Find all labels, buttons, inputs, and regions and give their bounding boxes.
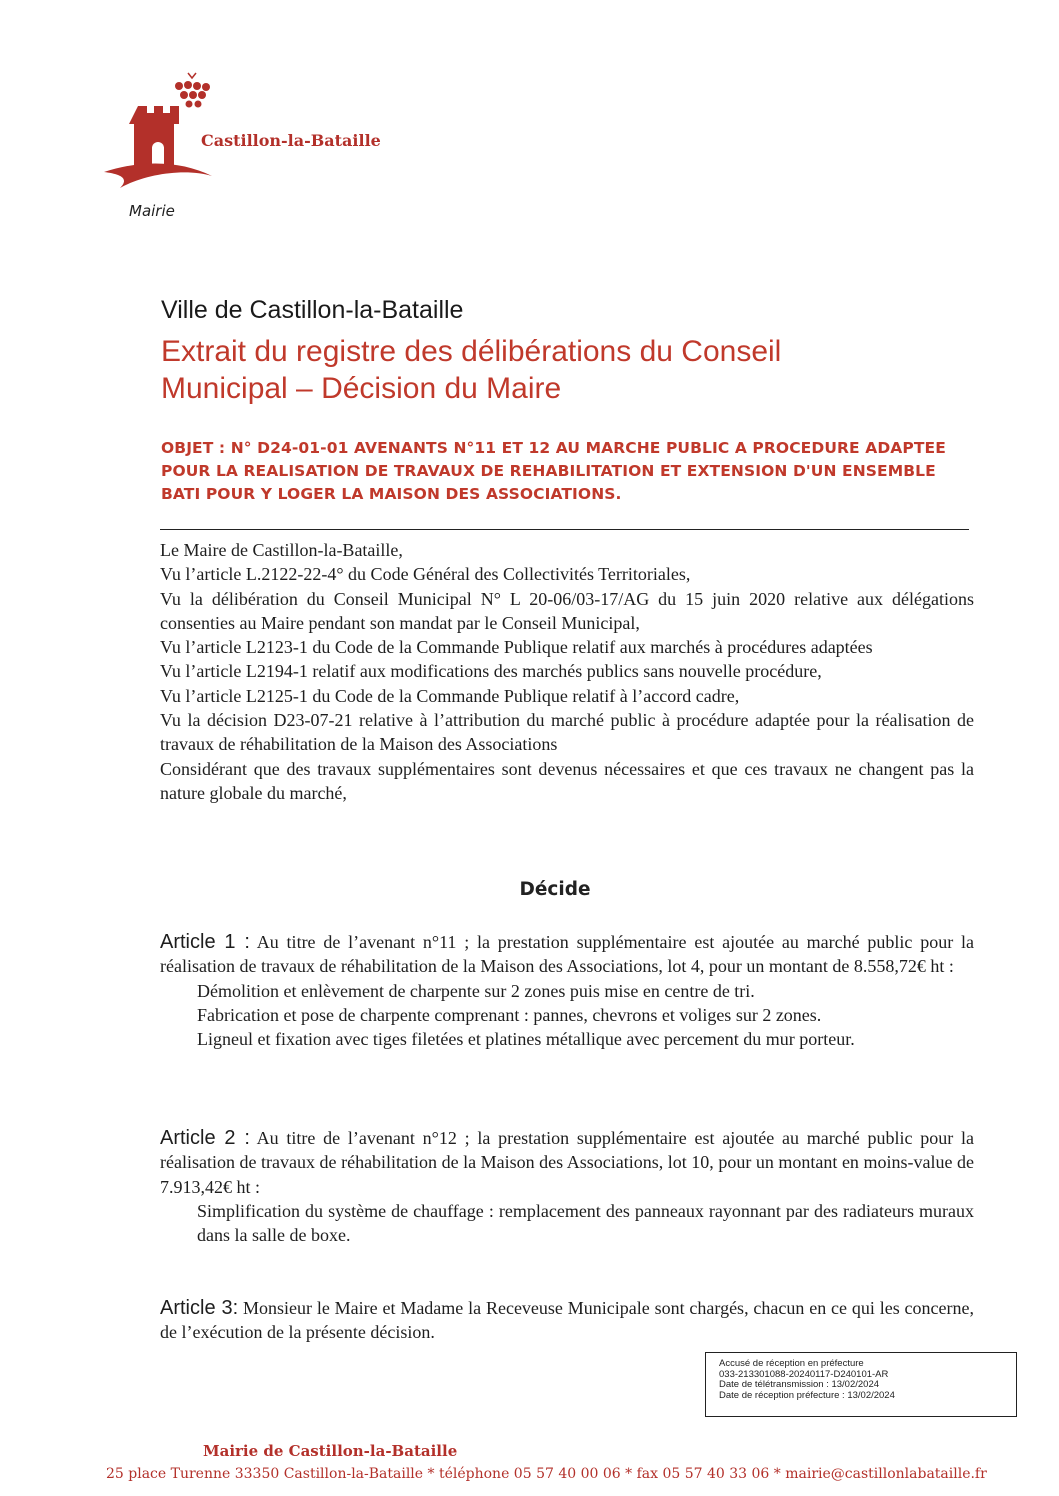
article-label: Article 1 :	[160, 931, 250, 953]
article-item: Simplification du système de chauffage : remplacement des panneaux rayonnant par des radiateurs muraux dans la salle de boxe.	[197, 1200, 974, 1246]
castle-tower-icon	[129, 106, 179, 166]
visa-line: Vu la délibération du Conseil Municipal N° L 20-06/03-17/AG du 15 juin 2020 relative aux délégations consenties au Maire pendant son mandat par le Conseil Municipal,	[160, 588, 974, 633]
article-text: Au titre de l’avenant n°12 ; la prestation supplémentaire est ajoutée au marché public pour la réalisation de travaux de réhabilitation de la Maison des Associations, lot 10, pour un montant en moins-value de 7.913,42€ ht :	[160, 1128, 974, 1197]
visa-line: Vu la décision D23-07-21 relative à l’attribution du marché public à procédure adaptée pour la réalisation de travaux de réhabilitation de la Maison des Associations	[160, 710, 974, 755]
article-2	[160, 1126, 974, 1247]
divider	[160, 529, 969, 530]
article-1	[160, 930, 974, 1051]
swoosh-icon	[104, 163, 212, 188]
footer-title: Mairie de Castillon-la-Bataille	[203, 1442, 458, 1460]
document-title	[161, 333, 941, 407]
stamp-line: Accusé de réception en préfecture	[719, 1358, 864, 1369]
prefecture-receipt-stamp	[705, 1352, 1017, 1417]
visa-line: Le Maire de Castillon-la-Bataille,	[160, 540, 403, 560]
visa-line: Vu l’article L2125-1 du Code de la Commande Publique relatif à l’accord cadre,	[160, 685, 740, 706]
decide-heading: Décide	[519, 879, 591, 900]
city-heading: Ville de Castillon-la-Bataille	[161, 296, 464, 324]
article-3	[160, 1296, 974, 1345]
article-label: Article 3:	[160, 1297, 239, 1319]
article-item: Démolition et enlèvement de charpente sur 2 zones puis mise en centre de tri.	[197, 980, 755, 1001]
article-item: Ligneul et fixation avec tiges filetées et platines métallique avec percement du mur porteur.	[197, 1029, 855, 1050]
visa-line: Vu l’article L.2122-22-4° du Code Général des Collectivités Territoriales,	[160, 564, 691, 585]
stamp-line: 033-213301088-20240117-D240101-AR	[719, 1368, 889, 1380]
article-text: Monsieur le Maire et Madame la Receveuse Municipale sont chargés, chacun en ce qui les concerne, de l’exécution de la présente décision.	[160, 1298, 974, 1343]
article-text: Au titre de l’avenant n°11 ; la prestation supplémentaire est ajoutée au marché public pour la réalisation de travaux de réhabilitation de la Maison des Associations, lot 4, pour un montant de 8.558,72€ ht :	[160, 932, 974, 977]
logo-town-name: Castillon-la-Bataille	[201, 131, 381, 150]
object-statement: OBJET : N° D24-01-01 AVENANTS N°11 ET 12 AU MARCHE PUBLIC A PROCEDURE ADAPTEE POUR LA REALISATION DE TRAVAUX DE REHABILITATION ET EXTENSION D'UN ENSEMBLE BATI POUR Y LOGER LA MAISON DES ASSOCIATIONS.	[161, 439, 946, 503]
visas-block	[160, 538, 974, 805]
article-item: Fabrication et pose de charpente comprenant : pannes, chevrons et voliges sur 2 zones.	[197, 1004, 822, 1025]
stamp-line: Date de réception préfecture : 13/02/2024	[719, 1390, 895, 1402]
footer-address: 25 place Turenne 33350 Castillon-la-Bataille * téléphone 05 57 40 00 06 * fax 05 57 40 33 06 * mairie@castillonlabataille.fr	[106, 1466, 987, 1482]
logo-subtitle: Mairie	[129, 202, 175, 220]
visa-line: Vu l’article L2123-1 du Code de la Commande Publique relatif aux marchés à procédures adaptées	[160, 637, 873, 658]
stamp-line: Date de télétransmission : 13/02/2024	[719, 1379, 880, 1391]
visa-line: Vu l’article L2194-1 relatif aux modifications des marchés publics sans nouvelle procédure,	[160, 661, 822, 682]
article-label: Article 2 :	[160, 1127, 250, 1149]
document-title-line-2: Municipal – Décision du Maire	[161, 372, 562, 405]
grape-cluster-icon	[175, 73, 210, 108]
document-title-line-1: Extrait du registre des délibérations du Conseil	[161, 335, 782, 368]
visa-line: Considérant que des travaux supplémentaires sont devenus nécessaires et que ces travaux ne changent pas la nature globale du marché,	[160, 758, 974, 803]
